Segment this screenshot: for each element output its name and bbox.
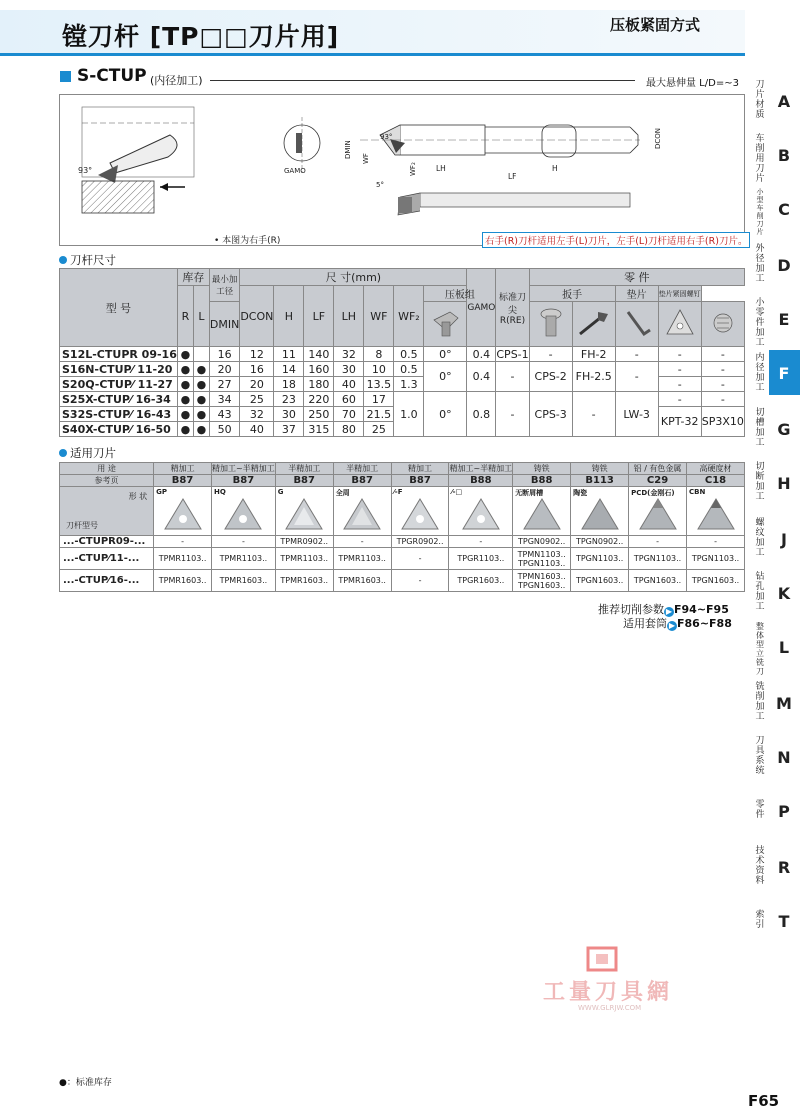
holder-model-cell: ...-CTUP⁄11-... [60, 548, 154, 570]
sleeve-ref[interactable] [623, 615, 732, 631]
insert-code: 无断屑槽 [515, 489, 544, 497]
h-cell: 11 [274, 347, 304, 362]
l-wrench-cell: - [615, 347, 658, 362]
dmin-cell: 27 [209, 377, 239, 392]
ref-page-cell: B87 [391, 475, 449, 487]
clamp-cell: CPS-1 [496, 347, 529, 361]
bullet-icon [59, 256, 67, 264]
insert-cell: TPMN1603.. TPGN1603.. [513, 570, 571, 592]
insert-shape-cell [333, 487, 391, 536]
triangle-insert-icon [342, 497, 382, 533]
tab-e[interactable]: E [778, 310, 790, 329]
wf2-cell: 0.5 [394, 362, 424, 377]
wf-cell: 8 [364, 347, 394, 362]
stock-r-cell: ● [177, 392, 193, 407]
insert-code: 全周 [335, 489, 350, 497]
watermark-url: WWW.GLRJW.COM [578, 1004, 642, 1012]
tab-text-n[interactable]: 刀具系统 [755, 736, 765, 776]
triangle-insert-icon [461, 497, 501, 533]
l-wrench-cell: - [615, 362, 658, 392]
insert-code: PCD(金刚石) [631, 489, 675, 497]
ref-page-cell: B87 [333, 475, 391, 487]
ref-page-cell: B87 [275, 475, 333, 487]
dmin-cell: 50 [209, 422, 239, 437]
lh-cell: 32 [334, 347, 364, 362]
triangle-insert-icon [400, 497, 440, 533]
use-cell: 半精加工 [333, 463, 391, 475]
insert-code: GP [156, 488, 167, 496]
insert-shape-cell [275, 487, 333, 536]
insert-code: ⁄-F [393, 488, 403, 496]
screw-cell: - [701, 347, 744, 362]
model-cell: S40X-CTUP⁄ 16-50 [60, 422, 178, 437]
model-header: 型 号 [60, 269, 178, 347]
table-row [60, 362, 745, 377]
use-header: 用 途 [60, 463, 154, 475]
insert-shape-cell [571, 487, 629, 536]
section-title: S-CTUP [77, 66, 147, 86]
screw-cell: - [701, 377, 744, 392]
shape-header [60, 487, 154, 536]
tab-b[interactable]: B [777, 146, 791, 165]
insert-cell: TPGN1103.. [571, 548, 629, 570]
tab-d[interactable]: D [777, 256, 791, 275]
ref-page-cell: B87 [212, 475, 276, 487]
tab-g[interactable]: G [777, 420, 791, 439]
ref-page-cell: C18 [687, 475, 745, 487]
stock-l-cell: ● [193, 362, 209, 377]
use-cell: 铸铁 [513, 463, 571, 475]
lf-cell: 220 [304, 392, 334, 407]
lh-cell: 30 [334, 362, 364, 377]
shape-label: 形 状 [128, 492, 148, 501]
model-cell: S20Q-CTUP⁄ 11-27 [60, 377, 178, 392]
lf-cell: 315 [304, 422, 334, 437]
stock-r-cell: ● [177, 407, 193, 422]
dmin-cell: 34 [209, 392, 239, 407]
h-cell: 37 [274, 422, 304, 437]
tab-k[interactable]: K [777, 584, 791, 603]
insert-code: 陶瓷 [573, 489, 588, 497]
stock-r-cell: ● [177, 377, 193, 392]
stock-header: 库存 [177, 269, 209, 286]
insert-cell: TPMR1103.. [212, 548, 276, 570]
lh-cell: 60 [334, 392, 364, 407]
tab-text-r[interactable]: 技术资料 [755, 846, 765, 886]
tab-text-m[interactable]: 铣削加工 [755, 682, 765, 722]
ref-page-cell: B113 [571, 475, 629, 487]
clamp-cell: - [496, 392, 529, 437]
tab-text-d[interactable]: 外径加工 [755, 244, 765, 284]
min-bore-header: 最小加工径 [209, 269, 239, 302]
clamp-icon [430, 306, 460, 340]
wrench-cell: FH-2.5 [572, 362, 615, 392]
shim-cell: - [658, 377, 701, 392]
insert-cell: TPGN0902.. [571, 536, 629, 548]
insert-cell: TPMN1103.. TPGN1103.. [513, 548, 571, 570]
lf-cell: 180 [304, 377, 334, 392]
dcon-cell: 32 [240, 407, 274, 422]
dcon-cell: 16 [240, 362, 274, 377]
bullet-icon [59, 449, 67, 457]
holder-model-cell: ...-CTUPR09-... [60, 536, 154, 548]
drawing-svg [60, 95, 746, 247]
wf-cell: 25 [364, 422, 394, 437]
tab-p[interactable]: P [778, 802, 790, 821]
technical-drawing [59, 94, 745, 246]
tab-text-p[interactable]: 零件 [755, 800, 765, 820]
use-cell: 高硬度材 [687, 463, 745, 475]
dcon-cell: 40 [240, 422, 274, 437]
model-cell: S12L-CTUPR 09-16 [60, 347, 178, 362]
wf2-cell: 1.3 [394, 377, 424, 392]
tab-n[interactable]: N [777, 748, 791, 767]
insert-cell: TPMR1103.. [275, 548, 333, 570]
tab-text-j[interactable]: 螺纹加工 [755, 518, 765, 558]
tab-r[interactable]: R [777, 858, 791, 877]
insert-cell: - [687, 536, 745, 548]
wrench-cell: - [572, 392, 615, 437]
insert-cell: TPMR1103.. [333, 548, 391, 570]
dcon-cell: 12 [240, 347, 274, 362]
lf-cell: 160 [304, 362, 334, 377]
tab-m[interactable]: M [776, 694, 792, 713]
insert-cell: TPGN1103.. [687, 548, 745, 570]
tab-t[interactable]: T [778, 912, 790, 931]
model-cell: S16N-CTUP⁄ 11-20 [60, 362, 178, 377]
gamo-cell: 0° [424, 347, 467, 362]
insert-code: CBN [689, 488, 706, 496]
insert-cell: TPGN1603.. [571, 570, 629, 592]
stock-l-cell: ● [193, 422, 209, 437]
insert-cell: - [154, 536, 212, 548]
insert-code: HQ [214, 488, 226, 496]
shim-cell: - [658, 362, 701, 377]
clamp-type-label: 压板紧固方式 [610, 16, 701, 34]
watermark-logo-icon [582, 946, 622, 978]
insert-cell: TPGN1103.. [629, 548, 687, 570]
gamo-cell: 0° [424, 392, 467, 437]
table-row [60, 548, 745, 570]
shim-header: 垫片 [615, 286, 658, 302]
h-cell: 30 [274, 407, 304, 422]
cutting-params-label: 推荐切削参数 [598, 603, 664, 616]
shim-icon [665, 306, 695, 340]
stock-l-cell [193, 347, 209, 362]
wrench-header: 扳手 [529, 286, 615, 302]
clamp-screw-cell: - [529, 347, 572, 362]
overhang-note: 最大悬伸量 L/D=~3 [646, 78, 739, 89]
insert-shape-cell [154, 487, 212, 536]
wf2-label: WF₂ [409, 162, 417, 176]
lh-label: LH [436, 164, 446, 173]
use-cell: 精加工~半精加工 [449, 464, 513, 473]
lh-cell: 40 [334, 377, 364, 392]
shim-screw-icon [708, 306, 738, 340]
triangle-insert-icon [580, 497, 620, 533]
table-row [60, 570, 745, 592]
insert-code: G [277, 488, 284, 496]
insert-shape-cell [212, 487, 276, 536]
shim-screw-image-cell [701, 302, 744, 347]
holder-side-view [360, 125, 640, 157]
wf-cell: 17 [364, 392, 394, 407]
h-header: H [274, 286, 304, 347]
holder-model-label: 刀杆型号 [66, 521, 98, 530]
arrow-right-icon: ▶ [665, 607, 673, 616]
tab-text-a[interactable]: 刀片材质 [755, 80, 765, 120]
table-row [60, 536, 745, 548]
re-cell: 0.8 [467, 392, 496, 437]
clamp-set-header: 压板组 [424, 286, 496, 302]
lh-header: LH [334, 286, 364, 347]
cutting-params-page[interactable]: F94~F95 [674, 603, 729, 616]
tab-h[interactable]: H [777, 474, 791, 493]
triangle-insert-icon [696, 497, 736, 533]
ref-page-cell: B87 [154, 475, 212, 487]
insert-cell: - [391, 570, 449, 592]
insert-cell: TPGN1603.. [629, 570, 687, 592]
table-row [60, 347, 745, 362]
lf-cell: 140 [304, 347, 334, 362]
holder-section-title: 刀杆尺寸 [59, 252, 116, 268]
ref-page-cell: B88 [513, 475, 571, 487]
h-cell: 14 [274, 362, 304, 377]
insert-cell: TPMR1603.. [333, 570, 391, 592]
h-cell: 23 [274, 392, 304, 407]
h-label: H [552, 164, 558, 173]
triangle-insert-icon [163, 497, 203, 533]
tab-text-t[interactable]: 索引 [755, 910, 765, 930]
section-subtitle: (内径加工) [150, 74, 203, 87]
left-hand-note: 右手(R)刀杆适用左手(L)刀片，左手(L)刀杆适用右手(R)刀片。 [482, 232, 750, 248]
dmin-header: DMIN [209, 302, 239, 347]
shim-cell: - [658, 347, 701, 362]
insert-table [59, 462, 745, 592]
clamp-cell: - [496, 362, 529, 392]
arrow-right-icon: ▶ [668, 621, 676, 630]
tab-a[interactable]: A [777, 92, 791, 111]
shim-image-cell [658, 302, 701, 347]
tab-text-k[interactable]: 钻孔加工 [755, 572, 765, 612]
tab-j[interactable]: J [781, 530, 787, 549]
insert-section-title: 适用刀片 [59, 445, 116, 461]
clamp-image-cell [424, 302, 467, 347]
insert-cell: - [333, 536, 391, 548]
wrench-cell: FH-2 [572, 347, 615, 362]
insert-shape-cell [449, 487, 513, 536]
stock-l-cell: ● [193, 392, 209, 407]
tab-text-e[interactable]: 小零件加工 [755, 298, 765, 348]
table-row [60, 392, 745, 407]
dcon-cell: 20 [240, 377, 274, 392]
gamo-header: GAMO [467, 269, 496, 347]
insert-cell: TPMR1103.. [154, 548, 212, 570]
dmin-label: DMIN [344, 140, 352, 159]
angle-93-main-label: 93° [380, 133, 393, 141]
use-cell: 精加工 [391, 463, 449, 475]
screw-cell: - [701, 362, 744, 377]
page-title: 镗刀杆 [TP□□刀片用] [62, 22, 340, 51]
wf2-cell: 1.0 [394, 392, 424, 437]
insert-cell: - [391, 548, 449, 570]
use-cell: 铝 / 有色金属 [629, 463, 687, 475]
lf-label: LF [508, 172, 517, 181]
insert-cell: TPGR0902.. [391, 536, 449, 548]
stock-legend: ●：标准库存 [59, 1078, 112, 1088]
tab-text-l[interactable]: 整体型立铣刀 [756, 622, 764, 676]
lf-header: LF [304, 286, 334, 347]
angle-93-label: 93° [78, 166, 93, 175]
hex-wrench-image-cell [572, 302, 615, 347]
angle-5-label: 5° [376, 181, 384, 189]
tab-text-h[interactable]: 切断加工 [755, 462, 765, 502]
ref-page-cell: C29 [629, 475, 687, 487]
insert-cell: TPMR1603.. [212, 570, 276, 592]
use-cell: 铸铁 [571, 463, 629, 475]
triangle-insert-icon [638, 497, 678, 533]
gamo-label: GAMO [284, 167, 306, 175]
triangle-insert-icon [284, 497, 324, 533]
gamo-view [284, 117, 320, 173]
bore-detail-view [82, 107, 194, 213]
insert-shape-cell [513, 487, 571, 536]
parts-header: 零 件 [529, 269, 744, 286]
watermark-text: 工量刀具網 [543, 980, 674, 1005]
dcon-header: DCON [240, 286, 274, 347]
holder-bottom-view [398, 193, 630, 215]
wf-header: WF [364, 286, 394, 347]
l-wrench-icon [622, 306, 652, 340]
h-cell: 18 [274, 377, 304, 392]
sleeve-page[interactable]: F86~F88 [677, 617, 732, 630]
insert-shape-cell [629, 487, 687, 536]
section-marker-icon [60, 71, 71, 82]
hex-wrench-icon [576, 306, 612, 340]
gamo-cell: 0° [424, 362, 467, 392]
insert-cell: - [629, 536, 687, 548]
re-cell: 0.4 [467, 347, 496, 362]
lf-cell: 250 [304, 407, 334, 422]
page-number: F65 [748, 1092, 780, 1110]
l-wrench-image-cell [615, 302, 658, 347]
insert-code: ⁄-□ [451, 488, 463, 496]
use-cell: 精加工 [154, 463, 212, 475]
screw-cell: - [701, 392, 744, 407]
holder-dimension-table [59, 268, 745, 437]
lh-cell: 80 [334, 422, 364, 437]
triangle-insert-icon [223, 497, 263, 533]
tab-text-f[interactable]: 内径加工 [755, 353, 765, 393]
insert-cell: TPMR1603.. [154, 570, 212, 592]
stock-l-cell: ● [193, 377, 209, 392]
ref-page-cell: B88 [449, 475, 513, 487]
dcon-label: DCON [654, 127, 662, 149]
stock-r-cell: ● [177, 347, 193, 362]
shim-cell: - [658, 392, 701, 407]
tab-text-b[interactable]: 车削用刀片 [755, 134, 765, 184]
lh-cell: 70 [334, 407, 364, 422]
section-divider [210, 80, 635, 81]
l-header: L [193, 286, 209, 347]
insert-shape-cell [687, 487, 745, 536]
insert-shape-cell [391, 487, 449, 536]
insert-cell: TPMR0902.. [275, 536, 333, 548]
sleeve-label: 适用套筒 [623, 617, 667, 630]
insert-cell: TPGN0902.. [513, 536, 571, 548]
dmin-cell: 16 [209, 347, 239, 362]
holder-model-cell: ...-CTUP⁄16-... [60, 570, 154, 592]
clamp-screw-cell: CPS-3 [529, 392, 572, 437]
stock-l-cell: ● [193, 407, 209, 422]
tab-c[interactable]: C [778, 200, 790, 219]
dmin-cell: 20 [209, 362, 239, 377]
use-cell: 半精加工 [275, 463, 333, 475]
tab-text-g[interactable]: 切槽加工 [755, 408, 765, 448]
clamp-screw-icon [536, 306, 566, 340]
screw-cell: SP3X10 [701, 407, 744, 437]
insert-cell: - [449, 536, 513, 548]
wf-label: WF [362, 153, 370, 164]
radius-header: 标准刀尖R(RE) [496, 269, 529, 347]
model-cell: S32S-CTUP⁄ 16-43 [60, 407, 178, 422]
l-wrench-cell: LW-3 [615, 392, 658, 437]
wf2-cell: 0.5 [394, 347, 424, 362]
right-hand-note: • 本图为右手(R) [214, 236, 281, 246]
wf-cell: 13.5 [364, 377, 394, 392]
shim-screw-header: 垫片紧固螺钉 [658, 286, 701, 302]
ref-page-header: 参考页 [60, 475, 154, 487]
dimension-header: 尺 寸(mm) [240, 269, 467, 286]
tab-text-c[interactable]: 小型车削刀片 [756, 188, 764, 236]
insert-cell: TPGR1603.. [449, 570, 513, 592]
tab-l[interactable]: L [778, 638, 790, 657]
re-cell: 0.4 [467, 362, 496, 392]
shim-cell: KPT-32 [658, 407, 701, 437]
use-cell: 精加工~半精加工 [212, 464, 275, 473]
triangle-insert-icon [522, 497, 562, 533]
insert-cell: TPGN1603.. [687, 570, 745, 592]
clamp-screw-image-cell [529, 302, 572, 347]
wf-cell: 10 [364, 362, 394, 377]
wf2-header: WF₂ [394, 286, 424, 347]
tab-f[interactable]: F [778, 364, 790, 383]
dcon-cell: 25 [240, 392, 274, 407]
wf-cell: 21.5 [364, 407, 394, 422]
insert-cell: - [212, 536, 276, 548]
r-header: R [177, 286, 193, 347]
model-cell: S25X-CTUP⁄ 16-34 [60, 392, 178, 407]
insert-cell: TPMR1603.. [275, 570, 333, 592]
insert-cell: TPGR1103.. [449, 548, 513, 570]
dmin-cell: 43 [209, 407, 239, 422]
stock-r-cell: ● [177, 422, 193, 437]
clamp-screw-cell: CPS-2 [529, 362, 572, 392]
stock-r-cell: ● [177, 362, 193, 377]
